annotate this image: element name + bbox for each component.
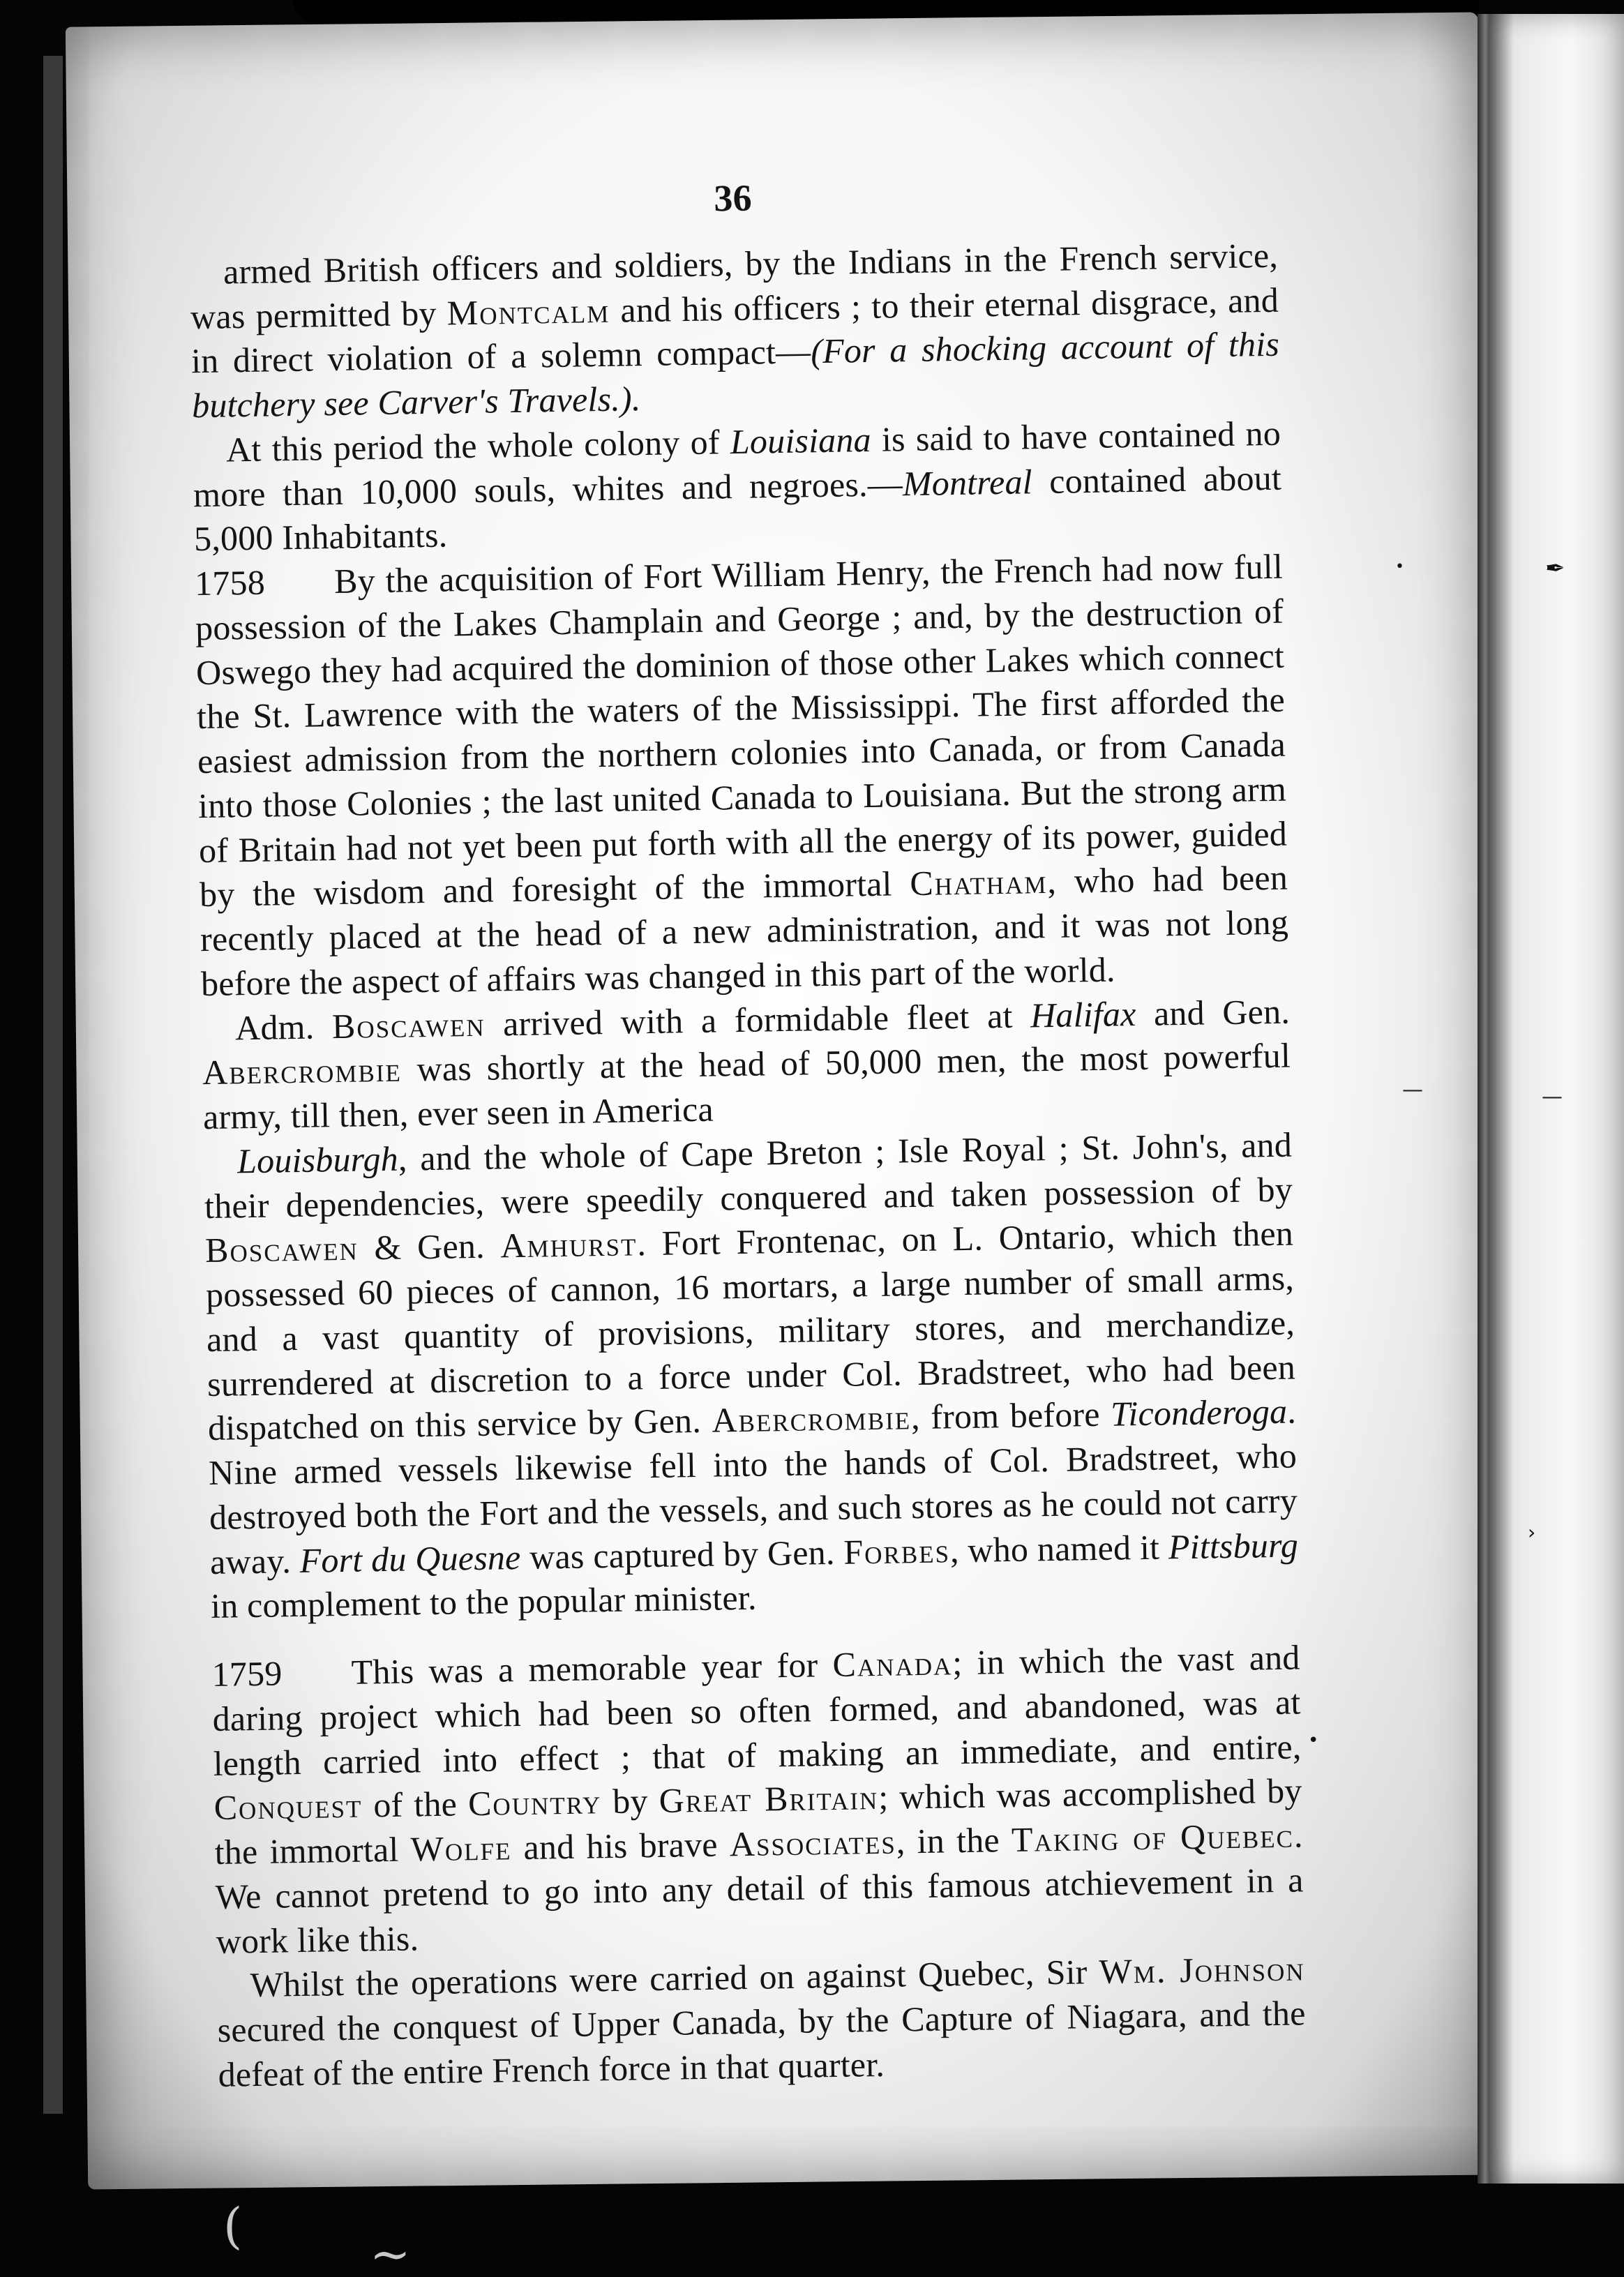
small-caps-text: Country: [467, 1782, 602, 1824]
year-heading: 1758: [194, 562, 266, 603]
body-text: . Fort Frontenac, on L. Ontario, which then possessed 60 pieces of cannon, 16 mortars, a large number of small arms, and a vast quantity of provisions, military stores, and merchandize, surrendered at discretion to a force under Col. Bradstreet, who had been dispatched on this service by Gen.: [205, 1213, 1296, 1448]
body-text: arrived with a formidable fleet at: [485, 995, 1031, 1044]
body-text: , and the whole of Cape Breton ; Isle Royal ; St. John's, and their dependencies, were speedily conquered and taken possession of by: [204, 1125, 1293, 1226]
body-text: and his officers ; to their eternal disgrace, and in direct violation of a solemn compact—: [190, 280, 1279, 381]
body-text: secured the conquest of Upper Canada, by the Capture of Niagara, and the defeat of the entire French force in that quarter.: [217, 1993, 1306, 2094]
paragraphs-container: [190, 234, 1307, 2098]
small-caps-text: Canada: [832, 1643, 953, 1685]
body-text: ; in which the vast and daring project which had been so often formed, and abandoned, was at length carried into effect ; that of making an immediate, and entire,: [212, 1637, 1302, 1783]
body-text: armed British officers and soldiers, by the Indians in the French service, was permitted by: [190, 235, 1279, 336]
body-text: contained about 5,000 Inhabitants.: [193, 458, 1282, 559]
body-text: & Gen.: [358, 1226, 501, 1268]
body-text: . We cannot pretend to go into any detail of this famous atchievement in a work like this.: [215, 1815, 1304, 1961]
small-caps-text: Wolfe: [410, 1828, 512, 1869]
bottom-edge-mark: (: [223, 2197, 243, 2255]
small-caps-text: Taking of Quebec: [1011, 1815, 1295, 1860]
body-text: , who named it: [949, 1527, 1169, 1570]
margin-speck-mark: •: [1395, 558, 1404, 576]
margin-dash-mark: —: [1542, 1085, 1563, 1109]
small-caps-text: Associates: [729, 1821, 897, 1864]
italic-text: Montreal: [902, 461, 1033, 503]
small-caps-text: Great Britain: [659, 1778, 879, 1821]
body-text: ; which was accomplished by the immortal: [214, 1771, 1302, 1872]
small-caps-text: Conquest: [213, 1785, 363, 1828]
bottom-edge-mark: ~: [370, 2225, 411, 2277]
body-text: and his brave: [511, 1824, 730, 1868]
paragraph: [190, 234, 1281, 428]
paragraph: [216, 1947, 1307, 2098]
margin-dash-mark: —: [1402, 1078, 1423, 1102]
body-text: , in the: [896, 1820, 1012, 1861]
italic-text: Louisburgh: [236, 1138, 399, 1181]
body-text: Adm.: [234, 1006, 333, 1047]
body-text: was captured by Gen.: [520, 1532, 844, 1577]
margin-speck-mark: ✒: [1545, 555, 1565, 583]
small-caps-text: Wm. Johnson: [1099, 1948, 1305, 1992]
italic-text: Fort du Quesne: [299, 1537, 521, 1580]
body-text: and Gen.: [1136, 991, 1291, 1033]
small-caps-text: Abercrombie: [202, 1049, 403, 1092]
body-text: is said to have contained no more than 10,000 souls, whites and negroes.—: [193, 413, 1281, 514]
body-text: , who had been recently placed at the head of a new administration, and it was not long before the aspect of affairs was changed in this part of the world.: [200, 857, 1289, 1003]
small-caps-text: Amhurst: [499, 1224, 638, 1265]
small-caps-text: Forbes: [843, 1530, 951, 1572]
year-heading: 1759: [211, 1653, 283, 1694]
body-text: , from before: [910, 1395, 1111, 1437]
body-text: by: [601, 1781, 660, 1821]
italic-text: (For a shocking account of this butchery see Carver's Travels.).: [191, 324, 1280, 426]
small-caps-text: Abercrombie: [711, 1397, 912, 1441]
body-text: Whilst the operations were carried on against Quebec, Sir: [250, 1952, 1099, 2005]
margin-speck-mark: ›: [1528, 1521, 1536, 1544]
margin-speck-mark: •: [1308, 1730, 1319, 1751]
page-number: 36: [713, 176, 753, 220]
body-text: was shortly at the head of 50,000 men, the most powerful army, till then, ever seen in America: [202, 1035, 1291, 1137]
body-text: in complement to the popular minister.: [210, 1578, 757, 1626]
italic-text: Ticonderoga: [1110, 1392, 1288, 1434]
body-text: . Nine armed vessels likewise fell into the hands of Col. Bradstreet, who destroyed both the Fort and the vessels, and such stores as he could not carry away.: [208, 1391, 1298, 1581]
body-text: By the acquisition of Fort William Henry, the French had now full possession of the Lakes Champlain and George ; and, by the destruction of Oswego they had acquired the dominion of those other Lakes which connect the St. Lawrence with the waters of the Mississippi. The first afforded the easiest admission from the northern colonies into Canada, or from Canada into those Colonies ; the last united Canada to Louisiana. But the strong arm of Britain had not yet been put forth with all the energy of its power, guided by the wisdom and foresight of the immortal: [195, 546, 1288, 915]
paragraph: [193, 412, 1283, 562]
italic-text: Louisiana: [730, 419, 872, 461]
body-text: of the: [361, 1784, 469, 1825]
small-caps-text: Montcalm: [446, 290, 610, 333]
page-text-block: [188, 166, 1307, 2098]
dated-paragraph: [195, 545, 1290, 1007]
small-caps-text: Chatham: [909, 862, 1048, 903]
italic-text: Pittsburg: [1168, 1525, 1299, 1567]
italic-text: Halifax: [1030, 993, 1136, 1035]
dated-paragraph: [211, 1636, 1305, 1964]
paragraph: [204, 1122, 1300, 1629]
small-caps-text: Boscawen: [331, 1004, 486, 1046]
small-caps-text: Boscawen: [204, 1228, 359, 1270]
body-text: This was a memorable year for: [351, 1645, 833, 1692]
body-text: At this period the whole colony of: [225, 421, 731, 469]
left-binding-strip: [43, 56, 63, 2114]
paragraph: [202, 989, 1292, 1140]
